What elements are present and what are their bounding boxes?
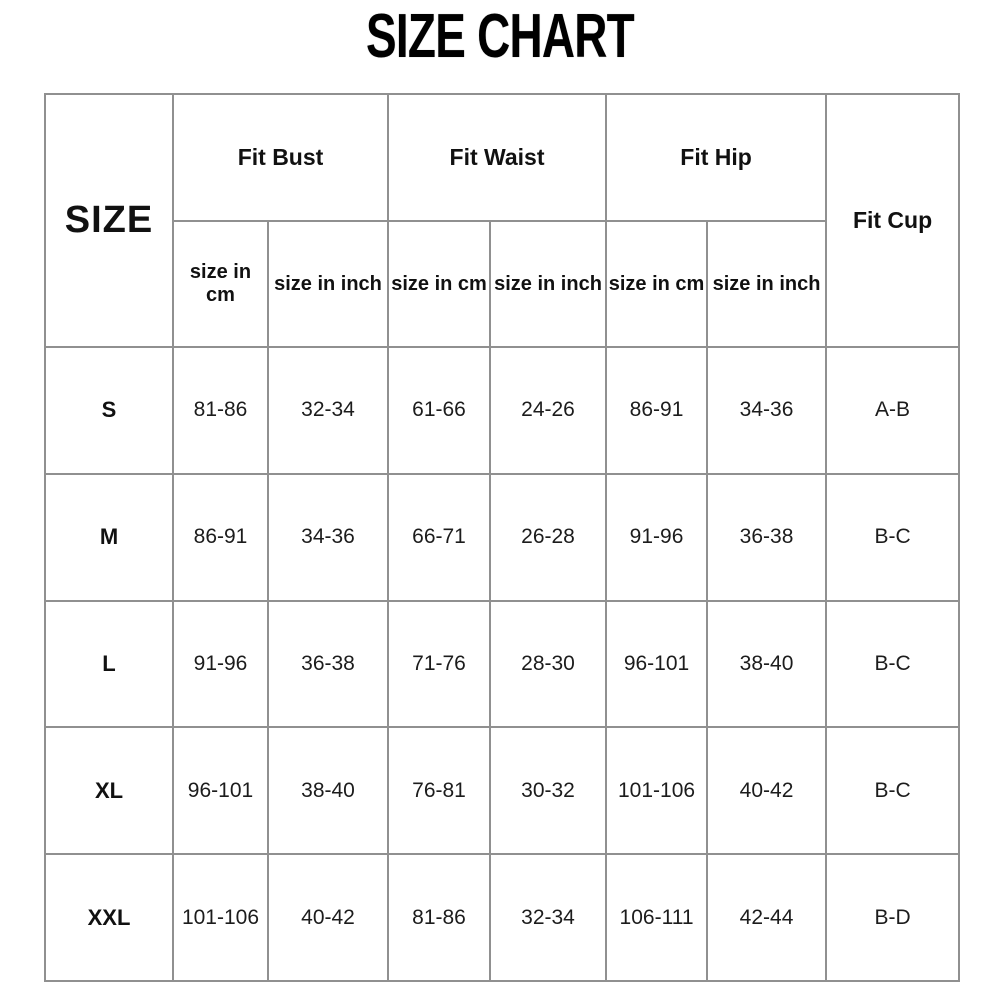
hip-inch-cell: 36-38 bbox=[707, 474, 826, 601]
hip-cm-cell: 101-106 bbox=[606, 727, 707, 854]
sub-header-bust-cm: size in cm bbox=[173, 221, 268, 347]
table-row-s bbox=[45, 347, 959, 474]
waist-cm-cell: 71-76 bbox=[388, 601, 490, 728]
table-header-row-units bbox=[45, 221, 959, 347]
size-label: L bbox=[45, 601, 173, 728]
waist-cm-cell: 61-66 bbox=[388, 347, 490, 474]
bust-cm-cell: 81-86 bbox=[173, 347, 268, 474]
bust-cm-cell: 86-91 bbox=[173, 474, 268, 601]
table-row-m bbox=[45, 474, 959, 601]
waist-inch-cell: 32-34 bbox=[490, 854, 606, 981]
cup-cell: B-C bbox=[826, 474, 959, 601]
column-header-fit-bust: Fit Bust bbox=[173, 94, 388, 221]
hip-cm-cell: 106-111 bbox=[606, 854, 707, 981]
hip-cm-cell: 96-101 bbox=[606, 601, 707, 728]
waist-inch-cell: 28-30 bbox=[490, 601, 606, 728]
column-header-fit-cup: Fit Cup bbox=[826, 94, 959, 347]
sub-header-waist-inch: size in inch bbox=[490, 221, 606, 347]
cup-cell: B-D bbox=[826, 854, 959, 981]
bust-inch-cell: 32-34 bbox=[268, 347, 388, 474]
bust-inch-cell: 40-42 bbox=[268, 854, 388, 981]
table-header-row-groups bbox=[45, 94, 959, 221]
hip-inch-cell: 40-42 bbox=[707, 727, 826, 854]
table-row-xxl bbox=[45, 854, 959, 981]
table-row-l bbox=[45, 601, 959, 728]
table-row-xl bbox=[45, 727, 959, 854]
sub-header-hip-inch: size in inch bbox=[707, 221, 826, 347]
bust-cm-cell: 101-106 bbox=[173, 854, 268, 981]
waist-cm-cell: 81-86 bbox=[388, 854, 490, 981]
bust-inch-cell: 38-40 bbox=[268, 727, 388, 854]
cup-cell: B-C bbox=[826, 601, 959, 728]
bust-cm-cell: 91-96 bbox=[173, 601, 268, 728]
size-label: XXL bbox=[45, 854, 173, 981]
cup-cell: A-B bbox=[826, 347, 959, 474]
sub-header-hip-cm: size in cm bbox=[606, 221, 707, 347]
hip-cm-cell: 86-91 bbox=[606, 347, 707, 474]
hip-cm-cell: 91-96 bbox=[606, 474, 707, 601]
size-label: S bbox=[45, 347, 173, 474]
size-label: M bbox=[45, 474, 173, 601]
hip-inch-cell: 34-36 bbox=[707, 347, 826, 474]
size-chart-table bbox=[44, 93, 960, 982]
size-label: XL bbox=[45, 727, 173, 854]
page-title-text: SIZE CHART bbox=[366, 2, 634, 71]
bust-inch-cell: 36-38 bbox=[268, 601, 388, 728]
column-header-size: SIZE bbox=[45, 94, 173, 347]
waist-cm-cell: 66-71 bbox=[388, 474, 490, 601]
column-header-fit-waist: Fit Waist bbox=[388, 94, 606, 221]
waist-cm-cell: 76-81 bbox=[388, 727, 490, 854]
waist-inch-cell: 24-26 bbox=[490, 347, 606, 474]
hip-inch-cell: 42-44 bbox=[707, 854, 826, 981]
page-title bbox=[0, 2, 1000, 71]
waist-inch-cell: 30-32 bbox=[490, 727, 606, 854]
hip-inch-cell: 38-40 bbox=[707, 601, 826, 728]
cup-cell: B-C bbox=[826, 727, 959, 854]
sub-header-waist-cm: size in cm bbox=[388, 221, 490, 347]
bust-cm-cell: 96-101 bbox=[173, 727, 268, 854]
column-header-fit-hip: Fit Hip bbox=[606, 94, 826, 221]
waist-inch-cell: 26-28 bbox=[490, 474, 606, 601]
sub-header-bust-inch: size in inch bbox=[268, 221, 388, 347]
bust-inch-cell: 34-36 bbox=[268, 474, 388, 601]
